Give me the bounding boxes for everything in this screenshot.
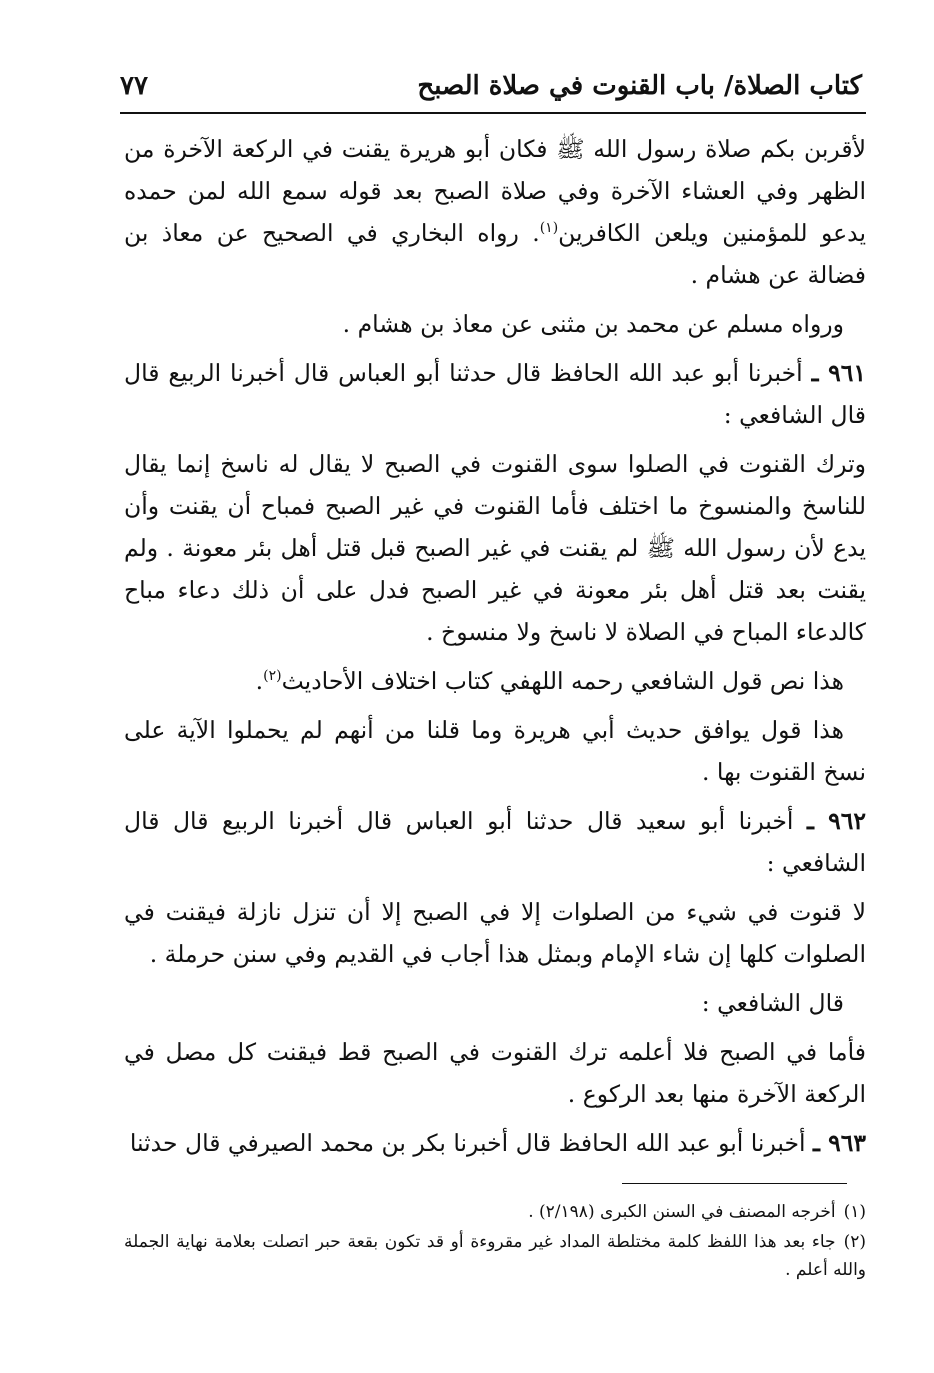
paragraph-text: فأما في الصبح فلا أعلمه ترك القنوت في الصبح قط فيقنت كل مصل في الركعة الآخرة منها بعد الركوع . bbox=[124, 1038, 866, 1108]
chapter-title: كتاب الصلاة/ باب القنوت في صلاة الصبح bbox=[417, 71, 862, 101]
paragraph bbox=[124, 982, 866, 1024]
paragraph-text: وترك القنوت في الصلوا سوى القنوت في الصبح لا يقال له ناسخ إنما يقال للناسخ والمنسوخ ما اختلف فأما القنوت في غير الصبح فمباح أن يقنت وأن يدع لأن رسول الله ﷺ لم يقنت في غير الصبح قبل قتل أهل بئر معونة . ولم يقنت بعد قتل أهل بئر معونة في غير الصبح فدل على أن ذلك دعاء مباح كالدعاء المباح في الصلاة لا ناسخ ولا منسوخ . bbox=[124, 450, 866, 646]
footnote-divider bbox=[622, 1183, 847, 1184]
paragraph-text: أخبرنا أبو عبد الله الحافظ قال أخبرنا بكر بن محمد الصيرفي قال حدثنا bbox=[129, 1129, 806, 1157]
paragraph-text: أخبرنا أبو عبد الله الحافظ قال حدثنا أبو العباس قال أخبرنا الربيع قال قال الشافعي : bbox=[124, 359, 866, 429]
hadith-number: ٩٦١ ـ bbox=[811, 359, 866, 387]
footnote-mark: (١) bbox=[843, 1202, 866, 1222]
paragraph-text: أخبرنا أبو سعيد قال حدثنا أبو العباس قال أخبرنا الربيع قال قال الشافعي : bbox=[124, 807, 866, 877]
paragraph-text: لا قنوت في شيء من الصلوات إلا في الصبح إلا أن تنزل نازلة فيقنت في الصلوات كلها إن شاء الإمام وبمثل هذا أجاب في القديم وفي سنن حرملة . bbox=[124, 898, 866, 968]
main-text bbox=[124, 128, 866, 1171]
footnote-ref: (١) bbox=[539, 220, 559, 237]
paragraph-text: ورواه مسلم عن محمد بن مثنى عن معاذ بن هشام . bbox=[342, 310, 844, 338]
paragraph bbox=[124, 1122, 866, 1164]
footnote-ref: (٢) bbox=[263, 668, 282, 685]
hadith-number: ٩٦٣ ـ bbox=[813, 1129, 866, 1157]
paragraph bbox=[124, 709, 866, 793]
footnote-text: أخرجه المصنف في السنن الكبرى (٢/١٩٨) . bbox=[528, 1202, 836, 1222]
paragraph bbox=[124, 443, 866, 653]
paragraph-text: هذا نص قول الشافعي رحمه اللهفي كتاب اختلاف الأحاديث bbox=[281, 667, 844, 695]
paragraph-text: لأقربن بكم صلاة رسول الله ﷺ فكان أبو هريرة يقنت في الركعة الآخرة من الظهر وفي العشاء الآخرة وفي صلاة الصبح بعد قوله سمع الله لمن حمده يدعو للمؤمنين ويلعن الكافرين bbox=[124, 135, 867, 247]
paragraph-text: قال الشافعي : bbox=[701, 989, 844, 1017]
running-head bbox=[120, 62, 862, 110]
paragraph bbox=[124, 352, 866, 436]
paragraph bbox=[124, 303, 866, 345]
footnote-text: جاء بعد هذا اللفظ كلمة مختلطة المداد غير مقروءة أو قد تكون بقعة حبر اتصلت بعلامة نهاية الجملة والله أعلم . bbox=[124, 1232, 866, 1280]
paragraph-tail: . رواه البخاري في الصحيح عن معاذ بن فضالة عن هشام . bbox=[124, 219, 866, 289]
footnotes bbox=[124, 1198, 866, 1286]
paragraph bbox=[124, 1031, 866, 1115]
page-number: ٧٧ bbox=[120, 71, 148, 101]
paragraph bbox=[124, 800, 866, 884]
paragraph-tail: . bbox=[255, 667, 264, 695]
hadith-number: ٩٦٢ ـ bbox=[807, 807, 866, 835]
footnote bbox=[124, 1228, 866, 1284]
paragraph bbox=[124, 891, 866, 975]
paragraph bbox=[124, 128, 866, 296]
paragraph bbox=[124, 660, 866, 702]
footnote bbox=[124, 1198, 866, 1226]
footnote-mark: (٢) bbox=[843, 1232, 866, 1252]
header-divider bbox=[120, 112, 866, 114]
paragraph-text: هذا قول يوافق حديث أبي هريرة وما قلنا من أنهم لم يحملوا الآية على نسخ القنوت بها . bbox=[124, 716, 866, 786]
